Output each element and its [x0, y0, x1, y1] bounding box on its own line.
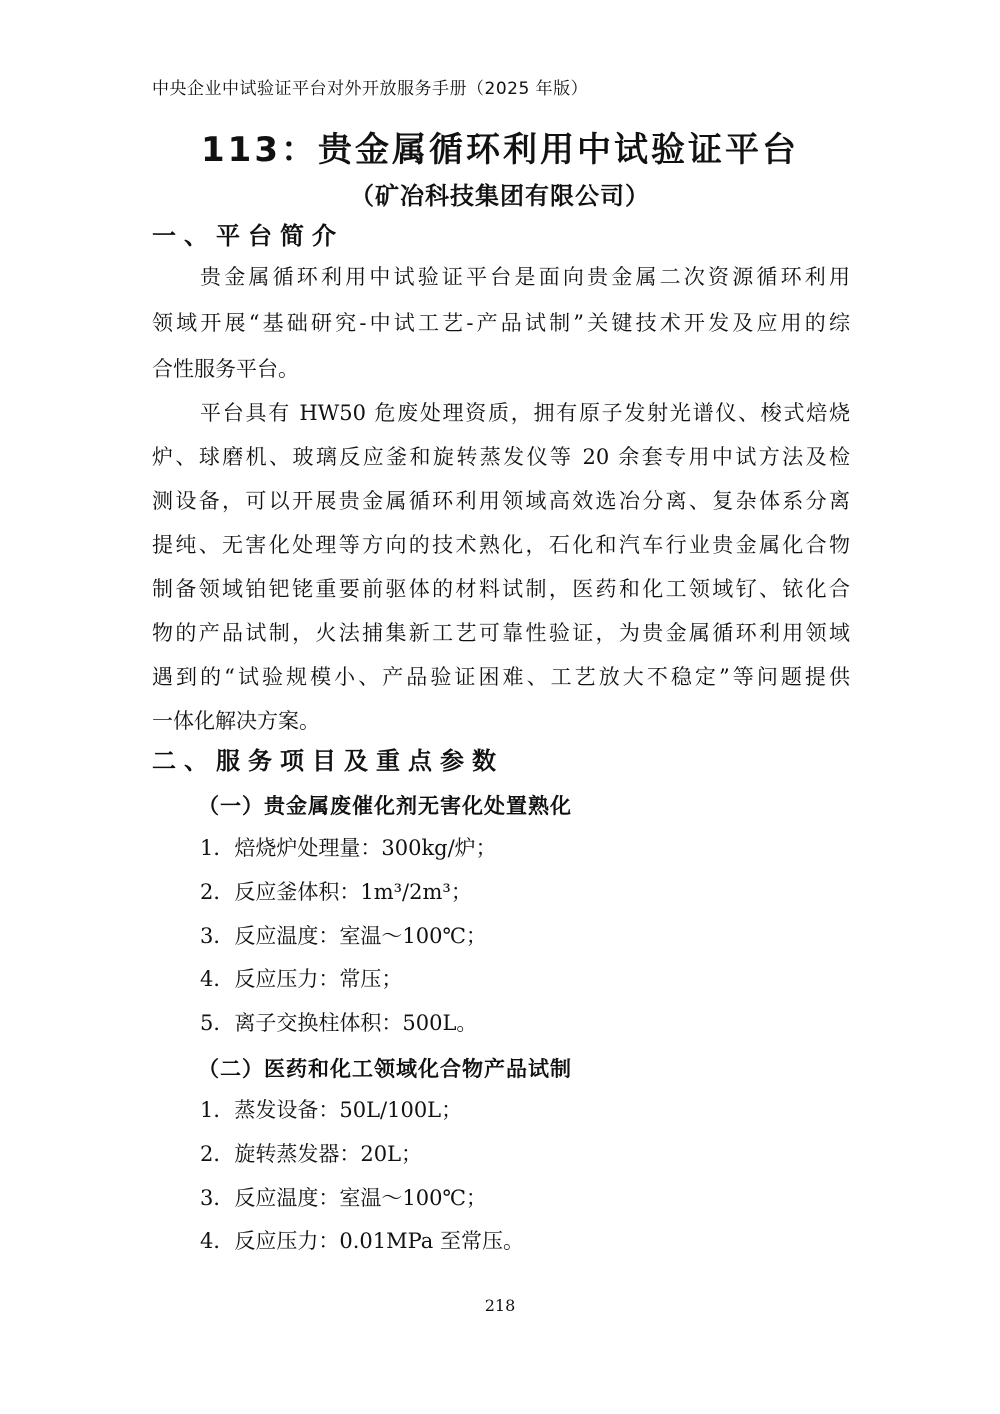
section-heading-introduction: 一、平台简介 — [152, 222, 344, 250]
running-header: 中央企业中试验证平台对外开放服务手册（2025 年版） — [152, 79, 589, 99]
document-subtitle: （矿冶科技集团有限公司） — [350, 182, 650, 210]
paragraph-line: 制备领域铂钯铑重要前驱体的材料试制，医药和化工领域钌、铱化合 — [152, 577, 850, 601]
page-number: 218 — [484, 1296, 516, 1315]
list-item: 1．焙烧炉处理量：300kg/炉； — [200, 836, 497, 860]
list-item: 4．反应压力：常压； — [200, 967, 403, 991]
paragraph-line: 贵金属循环利用中试验证平台是面向贵金属二次资源循环利用 — [200, 265, 850, 289]
section-heading-services: 二、服务项目及重点参数 — [152, 747, 504, 775]
paragraph-line: 炉、球磨机、玻璃反应釜和旋转蒸发仪等 20 余套专用中试方法及检 — [152, 445, 850, 469]
paragraph-line: 提纯、无害化处理等方向的技术熟化，石化和汽车行业贵金属化合物 — [152, 533, 850, 557]
list-item: 2．旋转蒸发器：20L； — [200, 1142, 423, 1166]
document-title: 113：贵金属循环利用中试验证平台 — [201, 130, 799, 170]
subsection-heading-pharma: （二）医药和化工领域化合物产品试制 — [198, 1057, 572, 1081]
paragraph-line: 领域开展“基础研究-中试工艺-产品试制”关键技术开发及应用的综 — [152, 311, 850, 335]
paragraph-line: 平台具有 HW50 危废处理资质，拥有原子发射光谱仪、梭式焙烧 — [200, 401, 850, 425]
list-item: 3．反应温度：室温～100℃； — [200, 924, 487, 948]
list-item: 3．反应温度：室温～100℃； — [200, 1186, 487, 1210]
paragraph-line: 合性服务平台。 — [152, 357, 299, 381]
list-item: 4．反应压力：0.01MPa 至常压。 — [200, 1229, 525, 1253]
paragraph-line: 物的产品试制，火法捕集新工艺可靠性验证，为贵金属循环利用领域 — [152, 621, 850, 645]
list-item: 5．离子交换柱体积：500L。 — [200, 1011, 478, 1035]
paragraph-line: 测设备，可以开展贵金属循环利用领域高效选冶分离、复杂体系分离 — [152, 489, 850, 513]
list-item: 1．蒸发设备：50L/100L； — [200, 1098, 463, 1122]
subsection-heading-catalyst: （一）贵金属废催化剂无害化处置熟化 — [198, 794, 572, 818]
list-item: 2．反应釜体积：1m³/2m³； — [200, 880, 472, 904]
paragraph-line: 一体化解决方案。 — [152, 709, 320, 733]
paragraph-line: 遇到的“试验规模小、产品验证困难、工艺放大不稳定”等问题提供 — [152, 665, 850, 689]
